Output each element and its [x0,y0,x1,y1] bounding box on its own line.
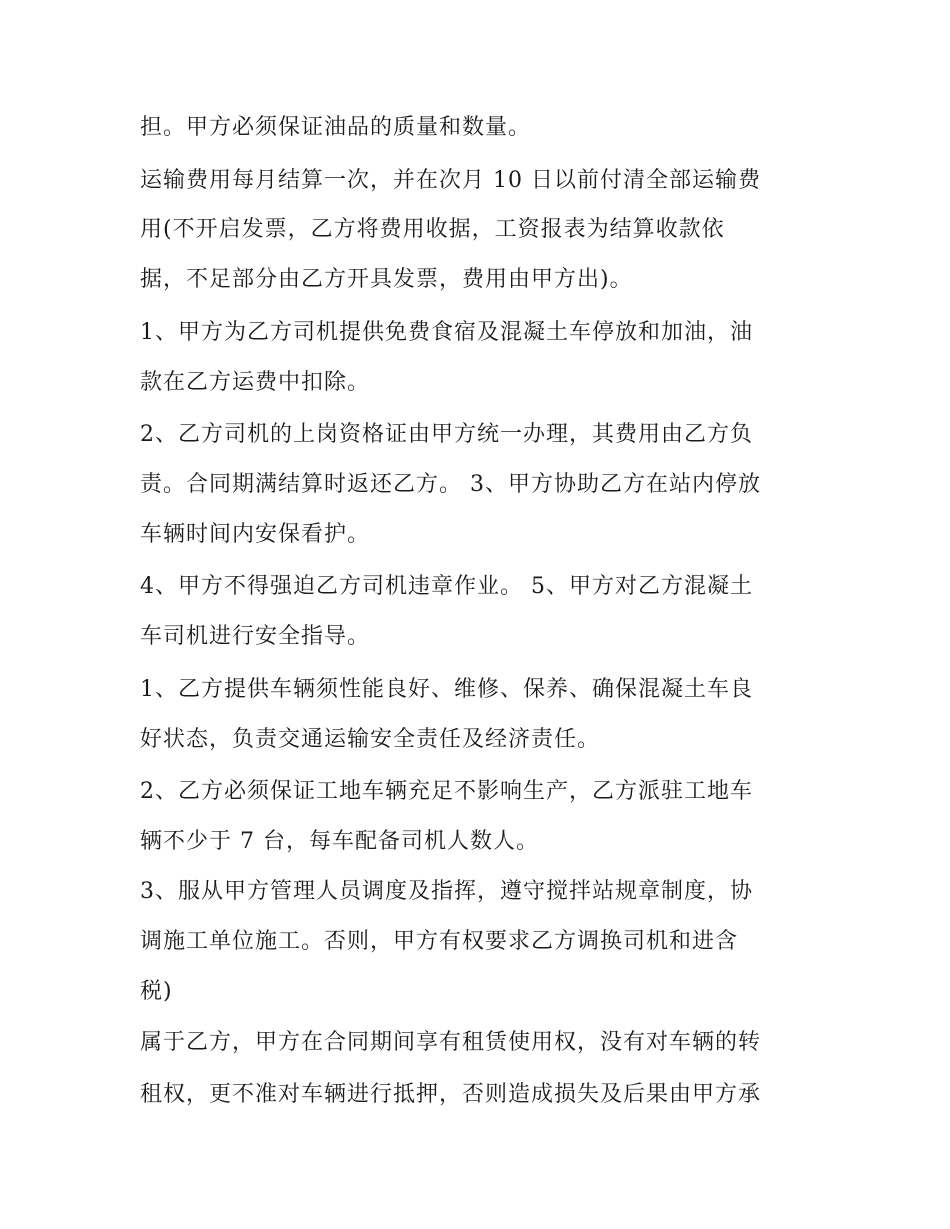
text-line: 运输费用每月结算一次，并在次月 10 日以前付清全部运输费 [140,168,761,193]
text-line: 好状态，负责交通运输安全责任及经济责任。 [140,727,601,752]
text-line: 责。合同期满结算时返还乙方。 3、甲方协助乙方在站内停放 [140,472,761,497]
text-line: 1、乙方提供车辆须性能良好、维修、保养、确保混凝土车良 [140,677,753,702]
text-line: 2、乙方司机的上岗资格证由甲方统一办理，其费用由乙方负 [140,422,753,447]
text-line: 款在乙方运费中扣除。 [140,370,371,395]
text-line: 属于乙方，甲方在合同期间享有租赁使用权，没有对车辆的转 [140,1030,762,1055]
text-line: 用(不开启发票，乙方将费用收据，工资报表为结算收款依 [140,217,725,242]
text-line: 税) [140,979,173,1004]
text-line: 辆不少于 7 台，每车配备司机人数人。 [140,829,539,854]
text-line: 租权，更不准对车辆进行抵押，否则造成损失及后果由甲方承 [140,1082,762,1107]
text-line: 担。甲方必须保证油品的质量和数量。 [140,115,532,140]
text-line: 据，不足部分由乙方开具发票，费用由甲方出)。 [140,267,633,292]
text-line: 3、服从甲方管理人员调度及指挥，遵守搅拌站规章制度，协 [140,879,753,904]
text-line: 1、甲方为乙方司机提供免费食宿及混凝土车停放和加油，油 [140,320,753,345]
text-line: 车司机进行安全指导。 [140,624,371,649]
text-line: 调施工单位施工。否则，甲方有权要求乙方调换司机和进含 [140,929,739,954]
text-line: 车辆时间内安保看护。 [140,522,371,547]
text-line: 2、乙方必须保证工地车辆充足不影响生产，乙方派驻工地车 [140,779,753,804]
text-line: 4、甲方不得强迫乙方司机违章作业。 5、甲方对乙方混凝土 [140,574,753,599]
